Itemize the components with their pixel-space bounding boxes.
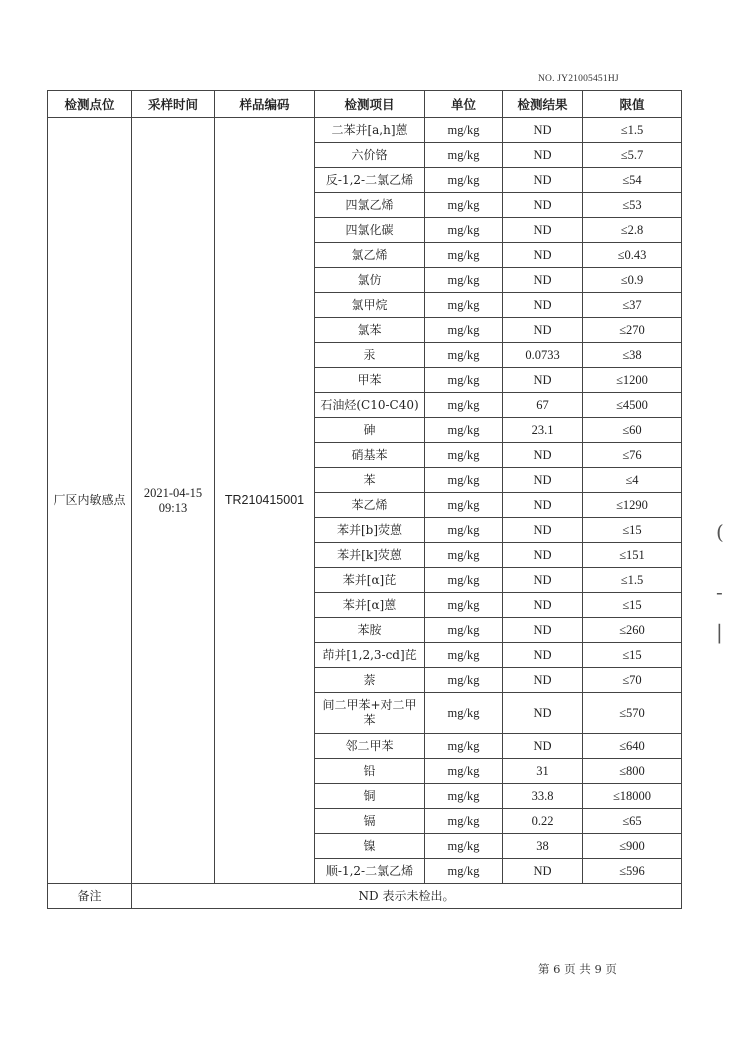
test-item-cell: 镍 xyxy=(315,834,425,859)
test-item-cell: 汞 xyxy=(315,343,425,368)
unit-cell: mg/kg xyxy=(425,543,503,568)
result-cell: 67 xyxy=(503,393,583,418)
sample-code-cell: TR210415001 xyxy=(215,118,315,884)
test-item-cell: 邻二甲苯 xyxy=(315,734,425,759)
limit-cell: ≤1200 xyxy=(583,368,682,393)
test-item-cell: 顺-1,2-二氯乙烯 xyxy=(315,859,425,884)
test-item-cell: 间二甲苯+对二甲苯 xyxy=(315,693,425,734)
limit-cell: ≤54 xyxy=(583,168,682,193)
limit-cell: ≤4 xyxy=(583,468,682,493)
limit-cell: ≤900 xyxy=(583,834,682,859)
result-cell: ND xyxy=(503,318,583,343)
unit-cell: mg/kg xyxy=(425,759,503,784)
limit-cell: ≤1.5 xyxy=(583,568,682,593)
unit-cell: mg/kg xyxy=(425,468,503,493)
test-item-cell: 甲苯 xyxy=(315,368,425,393)
unit-cell: mg/kg xyxy=(425,593,503,618)
limit-cell: ≤260 xyxy=(583,618,682,643)
unit-cell: mg/kg xyxy=(425,168,503,193)
unit-cell: mg/kg xyxy=(425,443,503,468)
unit-cell: mg/kg xyxy=(425,268,503,293)
test-item-cell: 氯苯 xyxy=(315,318,425,343)
result-cell: 0.22 xyxy=(503,809,583,834)
table-row xyxy=(48,118,682,143)
unit-cell: mg/kg xyxy=(425,734,503,759)
limit-cell: ≤270 xyxy=(583,318,682,343)
result-cell: ND xyxy=(503,593,583,618)
unit-cell: mg/kg xyxy=(425,784,503,809)
result-cell: ND xyxy=(503,643,583,668)
test-item-cell: 铜 xyxy=(315,784,425,809)
result-cell: ND xyxy=(503,518,583,543)
limit-cell: ≤38 xyxy=(583,343,682,368)
result-cell: ND xyxy=(503,734,583,759)
limit-cell: ≤800 xyxy=(583,759,682,784)
limit-cell: ≤4500 xyxy=(583,393,682,418)
limit-cell: ≤0.43 xyxy=(583,243,682,268)
unit-cell: mg/kg xyxy=(425,643,503,668)
limit-cell: ≤596 xyxy=(583,859,682,884)
unit-cell: mg/kg xyxy=(425,859,503,884)
result-cell: 0.0733 xyxy=(503,343,583,368)
stamp-fragment: ( xyxy=(716,520,724,544)
test-item-cell: 石油烃(C10-C40) xyxy=(315,393,425,418)
header-limit: 限值 xyxy=(583,91,682,118)
result-cell: ND xyxy=(503,668,583,693)
result-cell: ND xyxy=(503,443,583,468)
limit-cell: ≤15 xyxy=(583,643,682,668)
test-item-cell: 铅 xyxy=(315,759,425,784)
header-result: 检测结果 xyxy=(503,91,583,118)
test-results-table xyxy=(47,90,682,909)
limit-cell: ≤15 xyxy=(583,593,682,618)
table-body xyxy=(48,118,682,909)
location-cell: 厂区内敏感点 xyxy=(48,118,132,884)
unit-cell: mg/kg xyxy=(425,668,503,693)
limit-cell: ≤1.5 xyxy=(583,118,682,143)
unit-cell: mg/kg xyxy=(425,218,503,243)
note-text: ND 表示未检出。 xyxy=(132,884,682,909)
note-label: 备注 xyxy=(48,884,132,909)
limit-cell: ≤151 xyxy=(583,543,682,568)
limit-cell: ≤60 xyxy=(583,418,682,443)
result-cell: 33.8 xyxy=(503,784,583,809)
unit-cell: mg/kg xyxy=(425,293,503,318)
unit-cell: mg/kg xyxy=(425,343,503,368)
test-item-cell: 硝基苯 xyxy=(315,443,425,468)
limit-cell: ≤18000 xyxy=(583,784,682,809)
header-test-item: 检测项目 xyxy=(315,91,425,118)
unit-cell: mg/kg xyxy=(425,368,503,393)
result-cell: ND xyxy=(503,168,583,193)
table-header-row xyxy=(48,91,682,118)
stamp-fragment: - xyxy=(716,580,723,604)
unit-cell: mg/kg xyxy=(425,193,503,218)
unit-cell: mg/kg xyxy=(425,518,503,543)
test-item-cell: 苯胺 xyxy=(315,618,425,643)
test-item-cell: 苯并[k]荧蒽 xyxy=(315,543,425,568)
unit-cell: mg/kg xyxy=(425,243,503,268)
sampling-time-cell: 2021-04-15 09:13 xyxy=(132,118,215,884)
result-cell: 31 xyxy=(503,759,583,784)
limit-cell: ≤2.8 xyxy=(583,218,682,243)
test-item-cell: 苯并[α]蒽 xyxy=(315,593,425,618)
header-sampling-time: 采样时间 xyxy=(132,91,215,118)
test-item-cell: 氯甲烷 xyxy=(315,293,425,318)
result-cell: ND xyxy=(503,243,583,268)
test-item-cell: 苯乙烯 xyxy=(315,493,425,518)
result-cell: ND xyxy=(503,193,583,218)
limit-cell: ≤5.7 xyxy=(583,143,682,168)
stamp-fragment: | xyxy=(716,620,723,644)
result-cell: ND xyxy=(503,268,583,293)
report-number: NO. JY21005451HJ xyxy=(538,74,619,84)
unit-cell: mg/kg xyxy=(425,809,503,834)
test-item-cell: 四氯乙烯 xyxy=(315,193,425,218)
limit-cell: ≤53 xyxy=(583,193,682,218)
limit-cell: ≤70 xyxy=(583,668,682,693)
header-location: 检测点位 xyxy=(48,91,132,118)
result-cell: ND xyxy=(503,859,583,884)
unit-cell: mg/kg xyxy=(425,834,503,859)
test-item-cell: 苯并[b]荧蒽 xyxy=(315,518,425,543)
unit-cell: mg/kg xyxy=(425,393,503,418)
result-cell: ND xyxy=(503,693,583,734)
limit-cell: ≤76 xyxy=(583,443,682,468)
result-cell: ND xyxy=(503,143,583,168)
result-cell: ND xyxy=(503,293,583,318)
unit-cell: mg/kg xyxy=(425,118,503,143)
unit-cell: mg/kg xyxy=(425,493,503,518)
limit-cell: ≤15 xyxy=(583,518,682,543)
result-cell: ND xyxy=(503,118,583,143)
result-cell: 38 xyxy=(503,834,583,859)
result-cell: ND xyxy=(503,543,583,568)
unit-cell: mg/kg xyxy=(425,618,503,643)
result-cell: ND xyxy=(503,218,583,243)
result-cell: ND xyxy=(503,493,583,518)
test-item-cell: 砷 xyxy=(315,418,425,443)
test-item-cell: 二苯并[a,h]蒽 xyxy=(315,118,425,143)
unit-cell: mg/kg xyxy=(425,143,503,168)
test-item-cell: 镉 xyxy=(315,809,425,834)
header-sample-code: 样品编码 xyxy=(215,91,315,118)
unit-cell: mg/kg xyxy=(425,693,503,734)
page-number: 第 6 页 共 9 页 xyxy=(538,962,617,976)
test-item-cell: 氯乙烯 xyxy=(315,243,425,268)
note-row xyxy=(48,884,682,909)
unit-cell: mg/kg xyxy=(425,418,503,443)
limit-cell: ≤0.9 xyxy=(583,268,682,293)
unit-cell: mg/kg xyxy=(425,568,503,593)
test-item-cell: 苯并[α]芘 xyxy=(315,568,425,593)
limit-cell: ≤1290 xyxy=(583,493,682,518)
result-cell: ND xyxy=(503,368,583,393)
test-item-cell: 萘 xyxy=(315,668,425,693)
limit-cell: ≤37 xyxy=(583,293,682,318)
result-cell: 23.1 xyxy=(503,418,583,443)
limit-cell: ≤65 xyxy=(583,809,682,834)
test-item-cell: 氯仿 xyxy=(315,268,425,293)
result-cell: ND xyxy=(503,468,583,493)
limit-cell: ≤640 xyxy=(583,734,682,759)
unit-cell: mg/kg xyxy=(425,318,503,343)
test-item-cell: 苯 xyxy=(315,468,425,493)
test-item-cell: 反-1,2-二氯乙烯 xyxy=(315,168,425,193)
result-cell: ND xyxy=(503,618,583,643)
result-cell: ND xyxy=(503,568,583,593)
header-unit: 单位 xyxy=(425,91,503,118)
test-item-cell: 六价铬 xyxy=(315,143,425,168)
limit-cell: ≤570 xyxy=(583,693,682,734)
test-item-cell: 茚并[1,2,3-cd]芘 xyxy=(315,643,425,668)
test-item-cell: 四氯化碳 xyxy=(315,218,425,243)
